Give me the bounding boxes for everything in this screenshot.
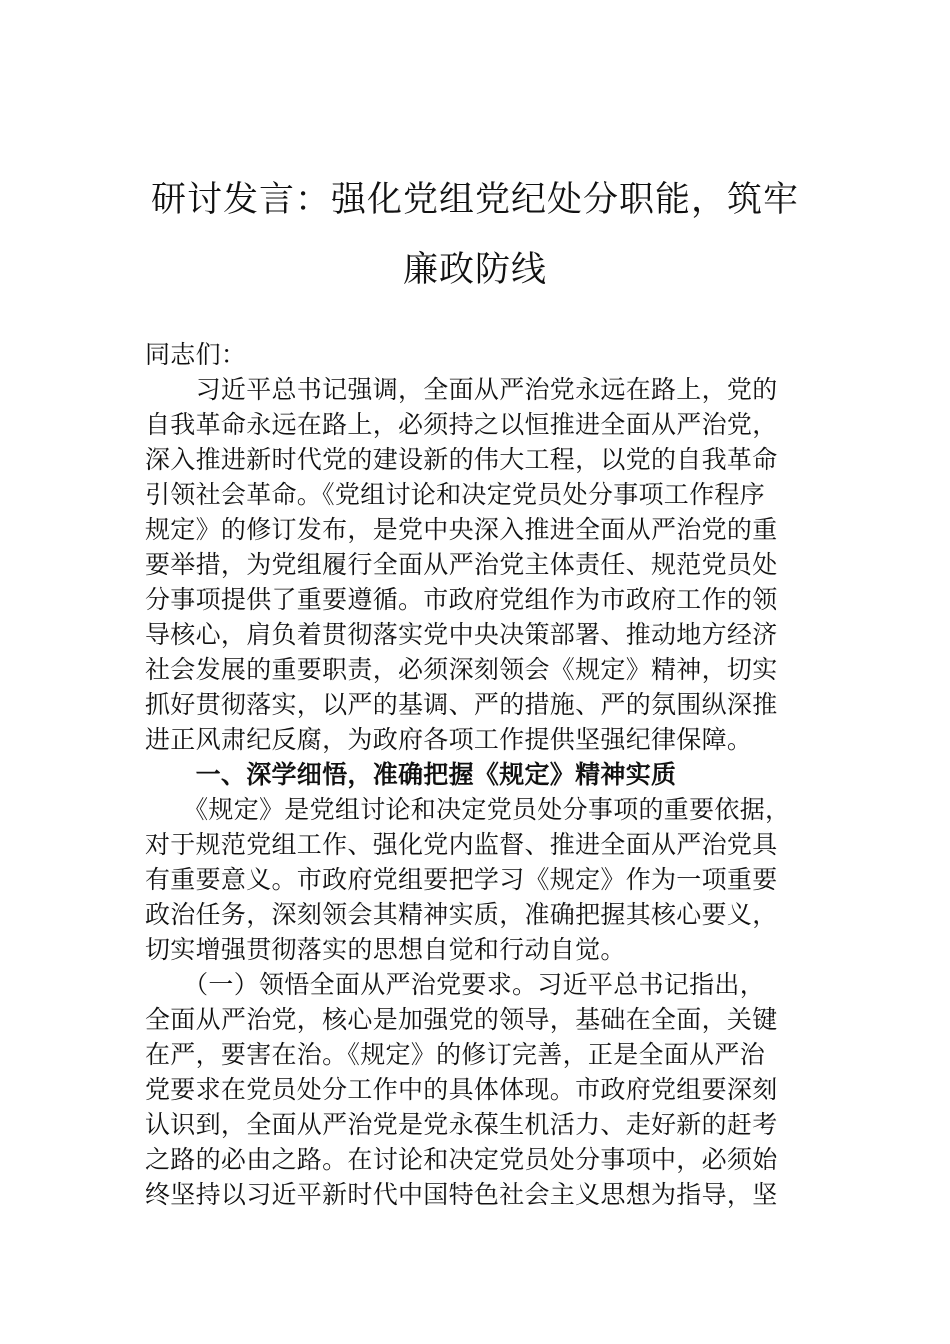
section-heading: 一、深学细悟，准确把握《规定》精神实质 bbox=[145, 760, 677, 789]
subsection-line: 认识到，全面从严治党是党永葆生机活力、走好新的赶考 bbox=[145, 1110, 778, 1139]
section-line: 有重要意义。市政府党组要把学习《规定》作为一项重要 bbox=[145, 865, 778, 894]
subsection-line: 之路的必由之路。在讨论和决定党员处分事项中，必须始 bbox=[145, 1145, 778, 1174]
subsection-line: 在严，要害在治。《规定》的修订完善，正是全面从严治 bbox=[145, 1040, 766, 1069]
body-line: 进正风肃纪反腐，为政府各项工作提供坚强纪律保障。 bbox=[145, 725, 753, 754]
subsection-line: 党要求在党员处分工作中的具体体现。市政府党组要深刻 bbox=[145, 1075, 778, 1104]
body-line: 自我革命永远在路上，必须持之以恒推进全面从严治党， bbox=[145, 410, 778, 439]
section-line: 《规定》是党组讨论和决定党员处分事项的重要依据， bbox=[145, 795, 791, 824]
subsection-line: 全面从严治党，核心是加强党的领导，基础在全面，关键 bbox=[145, 1005, 778, 1034]
body-line: 引领社会革命。《党组讨论和决定党员处分事项工作程序 bbox=[145, 480, 766, 509]
document-title-line-2: 廉政防线 bbox=[402, 250, 547, 290]
body-line: 社会发展的重要职责，必须深刻领会《规定》精神，切实 bbox=[145, 655, 778, 684]
subsection-line: 终坚持以习近平新时代中国特色社会主义思想为指导，坚 bbox=[145, 1180, 778, 1209]
body-line: 规定》的修订发布，是党中央深入推进全面从严治党的重 bbox=[145, 515, 778, 544]
section-line: 对于规范党组工作、强化党内监督、推进全面从严治党具 bbox=[145, 830, 778, 859]
body-line: 习近平总书记强调，全面从严治党永远在路上，党的 bbox=[145, 375, 778, 404]
body-line: 导核心，肩负着贯彻落实党中央决策部署、推动地方经济 bbox=[145, 620, 778, 649]
body-line: 抓好贯彻落实，以严的基调、严的措施、严的氛围纵深推 bbox=[145, 690, 778, 719]
subsection-line: （一）领悟全面从严治党要求。习近平总书记指出， bbox=[145, 970, 766, 999]
document-title-line-1: 研讨发言：强化党组党纪处分职能，筑牢 bbox=[150, 180, 799, 220]
body-line: 要举措，为党组履行全面从严治党主体责任、规范党员处 bbox=[145, 550, 778, 579]
body-line: 深入推进新时代党的建设新的伟大工程，以党的自我革命 bbox=[145, 445, 778, 474]
section-line: 政治任务，深刻领会其精神实质，准确把握其核心要义， bbox=[145, 900, 778, 929]
body-line: 分事项提供了重要遵循。市政府党组作为市政府工作的领 bbox=[145, 585, 778, 614]
greeting: 同志们： bbox=[145, 340, 247, 369]
section-line: 切实增强贯彻落实的思想自觉和行动自觉。 bbox=[145, 935, 626, 964]
